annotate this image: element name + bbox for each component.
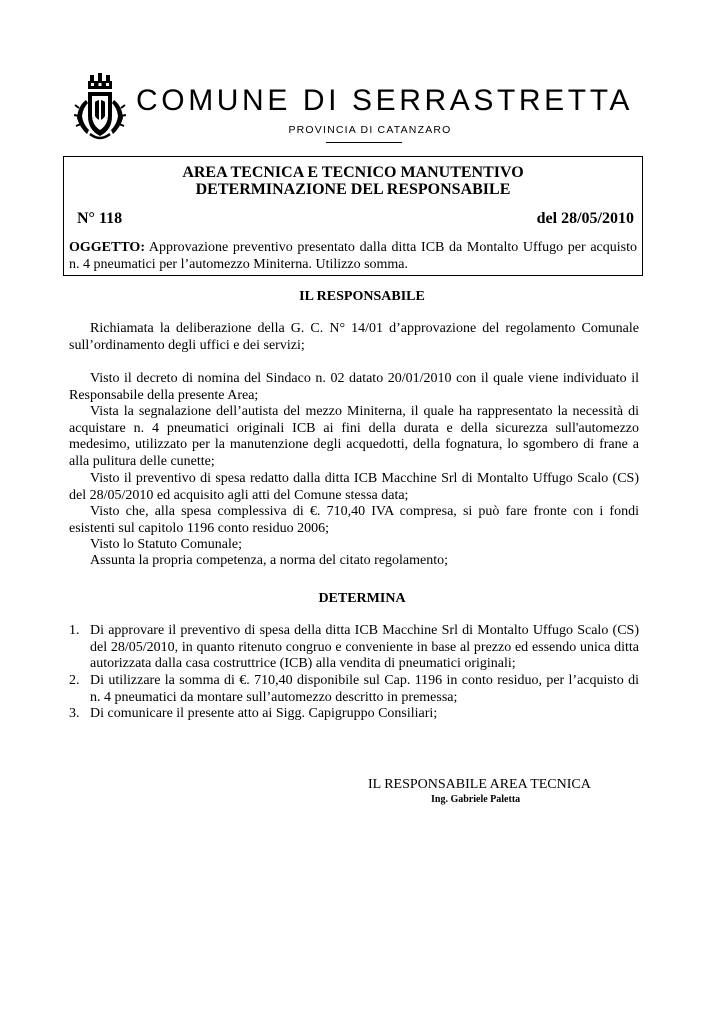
province-subtitle: PROVINCIA DI CATANZARO xyxy=(288,124,452,136)
list-item xyxy=(69,673,639,706)
subject-text xyxy=(69,239,637,273)
list-item-number: 2. xyxy=(69,673,80,688)
paragraph-statute xyxy=(69,537,639,554)
municipality-title: COMUNE DI SERRASTRETTA xyxy=(136,84,634,117)
list-item-number: 1. xyxy=(69,623,80,638)
paragraph-text: Visto il decreto di nomina del Sindaco n. 02 datato 20/01/2010 con il quale viene individuato il Responsabile della presente Area; xyxy=(69,371,639,403)
list-item-number: 3. xyxy=(69,706,80,721)
subject-body: Approvazione preventivo presentato dalla ditta ICB da Montalto Uffugo per acquisto n. 4 pneumatici per l’automezzo Miniterna. Utilizzo somma. xyxy=(69,240,637,272)
paragraph-text: Richiamata la deliberazione della G. C. N° 14/01 d’approvazione del regolamento Comunale sull’ordinamento degli uffici e dei servizi; xyxy=(69,321,639,353)
paragraph-text: Assunta la propria competenza, a norma del citato regolamento; xyxy=(90,553,449,568)
subject-label: OGGETTO: xyxy=(69,240,145,255)
determination-date: del 28/05/2010 xyxy=(536,210,634,227)
paragraph-decree xyxy=(69,371,639,404)
paragraph-competence xyxy=(69,553,639,570)
paragraph-quote xyxy=(69,471,639,504)
determina-heading: DETERMINA xyxy=(318,591,406,606)
header-divider xyxy=(326,142,402,143)
paragraph-text: Vista la segnalazione dell’autista del mezzo Miniterna, il quale ha rappresentato la necessità di acquistare n. 4 pneumatici originali ICB ai fini della durata e della sicurezza sull'automezzo medesimo, utilizzato per la manutenzione degli acquedotti, della fognatura, lo sgombero di frane a alla pulitura delle cunette; xyxy=(69,404,639,469)
signature-title: IL RESPONSABILE AREA TECNICA xyxy=(368,777,591,792)
area-title: AREA TECNICA E TECNICO MANUTENTIVO xyxy=(182,164,524,181)
paragraph-report xyxy=(69,404,639,470)
list-item xyxy=(69,623,639,673)
list-item-text: Di utilizzare la somma di €. 710,40 disponibile sul Cap. 1196 in conto residuo, per l’acquisto di n. 4 pneumatici da montare sull’automezzo descritto in premessa; xyxy=(90,673,639,705)
paragraph-text: Visto lo Statuto Comunale; xyxy=(90,537,242,552)
responsible-heading: IL RESPONSABILE xyxy=(299,289,425,304)
paragraph-text: Visto il preventivo di spesa redatto dalla ditta ICB Macchine Srl di Montalto Uffugo Scalo (CS) del 28/05/2010 ed acquisito agli atti del Comune stessa data; xyxy=(69,471,639,503)
paragraph-deliberation xyxy=(69,321,639,354)
paragraph-text: Visto che, alla spesa complessiva di €. 710,40 IVA compresa, si può fare fronte con i fondi esistenti sul capitolo 1196 conto residuo 2006; xyxy=(69,504,639,536)
list-item-text: Di comunicare il presente atto ai Sigg. Capigruppo Consiliari; xyxy=(90,706,438,721)
determination-title: DETERMINAZIONE DEL RESPONSABILE xyxy=(195,181,511,198)
list-item xyxy=(69,706,639,723)
signature-name: Ing. Gabriele Paletta xyxy=(431,794,521,805)
paragraph-expense xyxy=(69,504,639,537)
determination-number: N° 118 xyxy=(77,210,123,227)
determination-header-box xyxy=(63,156,643,276)
list-item-text: Di approvare il preventivo di spesa della ditta ICB Macchine Srl di Montalto Uffugo Scalo (CS) del 28/05/2010, in quanto ritenuto congruo e conveniente in base al prezzo ed essendo unica ditta autorizzata dalla casa costruttrice (ICB) alla vendita di pneumatici originali; xyxy=(90,623,639,671)
